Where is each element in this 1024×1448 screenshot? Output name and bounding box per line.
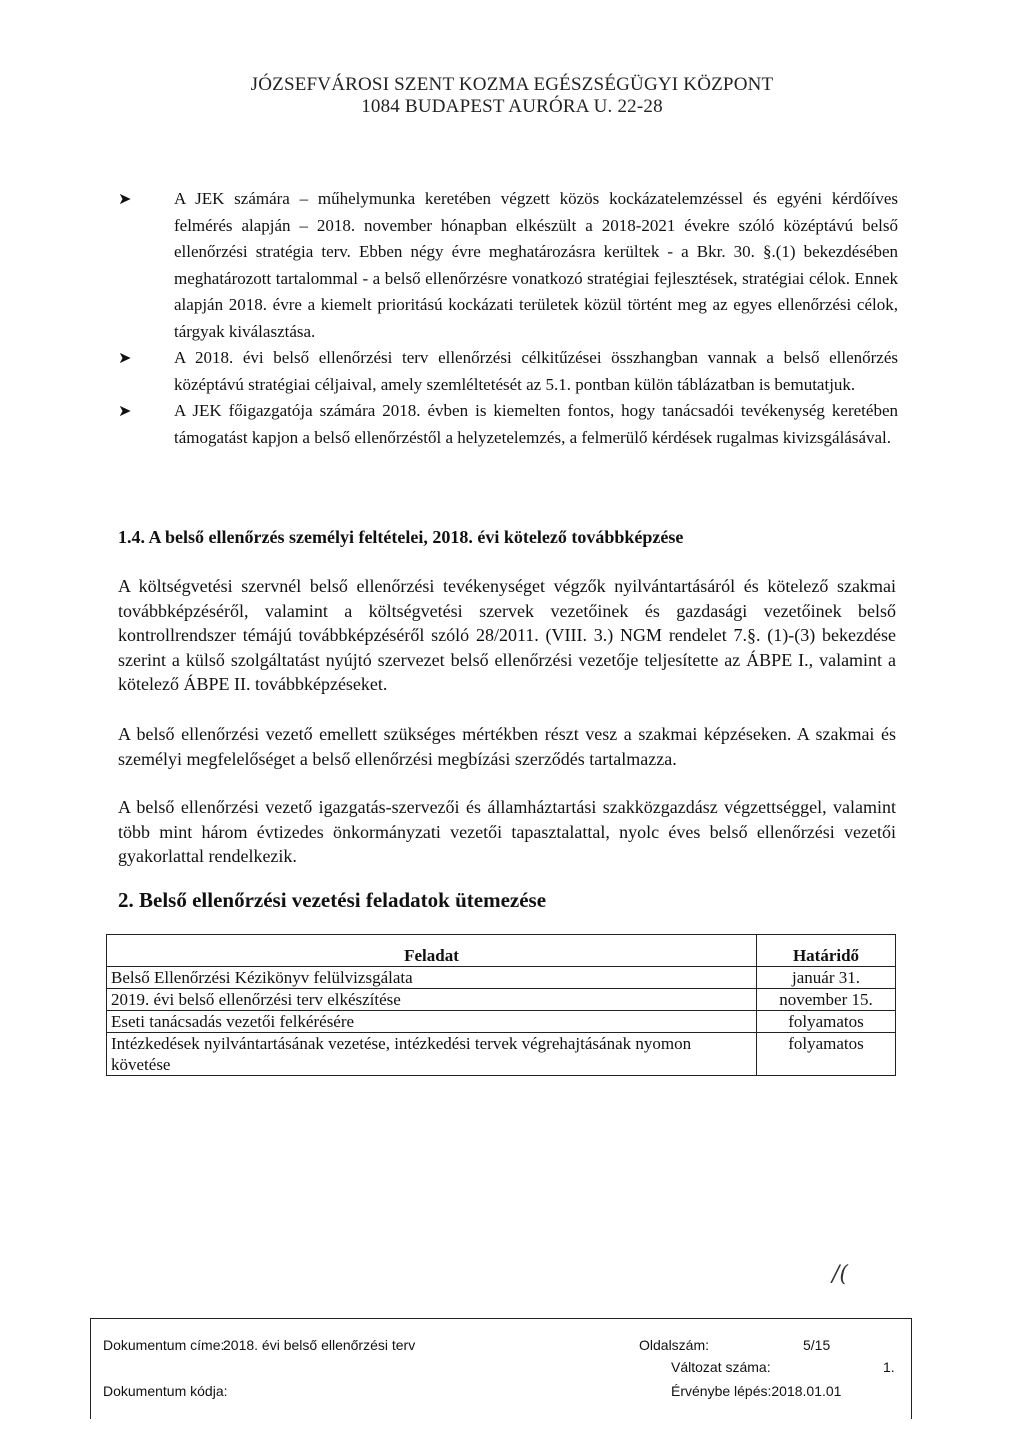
bullet-text: A JEK számára – műhelymunka keretében végzett közös kockázatelemzéssel és egyéni kérdőíves felmérés alapján – 2018. november hónapban elkészült a 2018-2021 évekre szóló középtávú belső ellenőrzési stratégia terv. Ebben négy évre meghatározásra kerültek - a Bkr. 30. §.(1) bekezdésében meghatározott tartalommal - a belső ellenőrzésre vonatkozó stratégiai fejlesztések, stratégiai célok. Ennek alapján 2018. évre a kiemelt prioritású kockázati területek közül történt meg az egyes ellenőrzési célok, tárgyak kiválasztása. — [174, 189, 898, 341]
bullet-text: A 2018. évi belső ellenőrzési terv ellenőrzési célkitűzései összhangban vannak a belső ellenőrzés középtávú stratégiai céljaival, amely szemléltetését az 5.1. pontban külön táblázatban is bemutatjuk. — [174, 348, 898, 394]
institution-name: JÓZSEFVÁROSI SZENT KOZMA EGÉSZSÉGÜGYI KÖZPONT — [250, 74, 774, 95]
column-header-task: Feladat — [107, 935, 757, 967]
doc-title-value: 2018. évi belső ellenőrzési terv — [223, 1337, 416, 1353]
table-row — [107, 967, 896, 989]
table-row — [107, 1033, 896, 1076]
deadline-cell: folyamatos — [757, 1033, 896, 1076]
section-2-title: 2. Belső ellenőrzési vezetési feladatok ütemezése — [118, 888, 547, 912]
signature-mark: /( — [832, 1262, 848, 1287]
page-label: Oldalszám: — [639, 1337, 710, 1353]
arrow-bullet-icon: ➤ — [118, 401, 132, 420]
document-footer — [90, 1318, 912, 1419]
version-label: Változat száma: — [671, 1359, 771, 1375]
section-1-4-title: 1.4. A belső ellenőrzés személyi feltételei, 2018. évi kötelező továbbképzése — [118, 527, 684, 547]
effective-date: Érvénybe lépés:2018.01.01 — [671, 1383, 842, 1399]
arrow-bullet-icon: ➤ — [118, 189, 132, 208]
table-header-row — [107, 935, 896, 967]
list-item — [118, 345, 898, 398]
task-cell: 2019. évi belső ellenőrzési terv elkészítése — [107, 989, 757, 1011]
list-item — [118, 398, 898, 451]
deadline-cell: január 31. — [757, 967, 896, 989]
version-value: 1. — [883, 1359, 895, 1375]
tasks-table — [106, 934, 896, 1076]
table-row — [107, 989, 896, 1011]
task-cell: Eseti tanácsadás vezetői felkérésére — [107, 1011, 757, 1033]
task-cell: Belső Ellenőrzési Kézikönyv felülvizsgálata — [107, 967, 757, 989]
paragraph: A belső ellenőrzési vezető igazgatás-szervezői és államháztartási szakközgazdász végzettséggel, valamint több mint három évtizedes önkormányzati vezetői tapasztalattal, nyolc éves belső ellenőrzési vezetői gyakorlattal rendelkezik. — [118, 797, 896, 866]
deadline-cell: folyamatos — [757, 1011, 896, 1033]
paragraph: A belső ellenőrzési vezető emellett szükséges mértékben részt vesz a szakmai képzéseken. A szakmai és személyi megfelelőséget a belső ellenőrzési megbízási szerződés tartalmazza. — [118, 724, 896, 769]
deadline-cell: november 15. — [757, 989, 896, 1011]
doc-title-label: Dokumentum címe: — [103, 1337, 225, 1353]
task-cell: Intézkedések nyilvántartásának vezetése, intézkedési tervek végrehajtásának nyomon követése — [107, 1033, 757, 1076]
document-header — [0, 74, 1024, 118]
page-value: 5/15 — [803, 1337, 831, 1353]
column-header-deadline: Határidő — [757, 935, 896, 967]
doc-code-label: Dokumentum kódja: — [103, 1383, 228, 1399]
bullet-text: A JEK főigazgatója számára 2018. évben is kiemelten fontos, hogy tanácsadói tevékenység keretében támogatást kapjon a belső ellenőrzéstől a helyzetelemzés, a felmerülő kérdések rugalmas kivizsgálásával. — [174, 401, 898, 447]
institution-address: 1084 BUDAPEST AURÓRA U. 22-28 — [361, 96, 663, 117]
table-row — [107, 1011, 896, 1033]
paragraph: A költségvetési szervnél belső ellenőrzési tevékenységet végzők nyilvántartásáról és kötelező szakmai továbbképzéséről, valamint a költségvetési szervek vezetőinek és gazdasági vezetőinek belső kontrollrendszer témájú továbbképzéséről szóló 28/2011. (VIII. 3.) NGM rendelet 7.§. (1)-(3) bekezdése szerint a külső szolgáltatást nyújtó szervezet belső ellenőrzési vezetője teljesítette az ÁBPE I., valamint a kötelező ÁBPE II. továbbképzéseket. — [118, 576, 896, 694]
arrow-bullet-icon: ➤ — [118, 348, 132, 367]
list-item — [118, 186, 898, 345]
bullet-list — [118, 186, 898, 451]
